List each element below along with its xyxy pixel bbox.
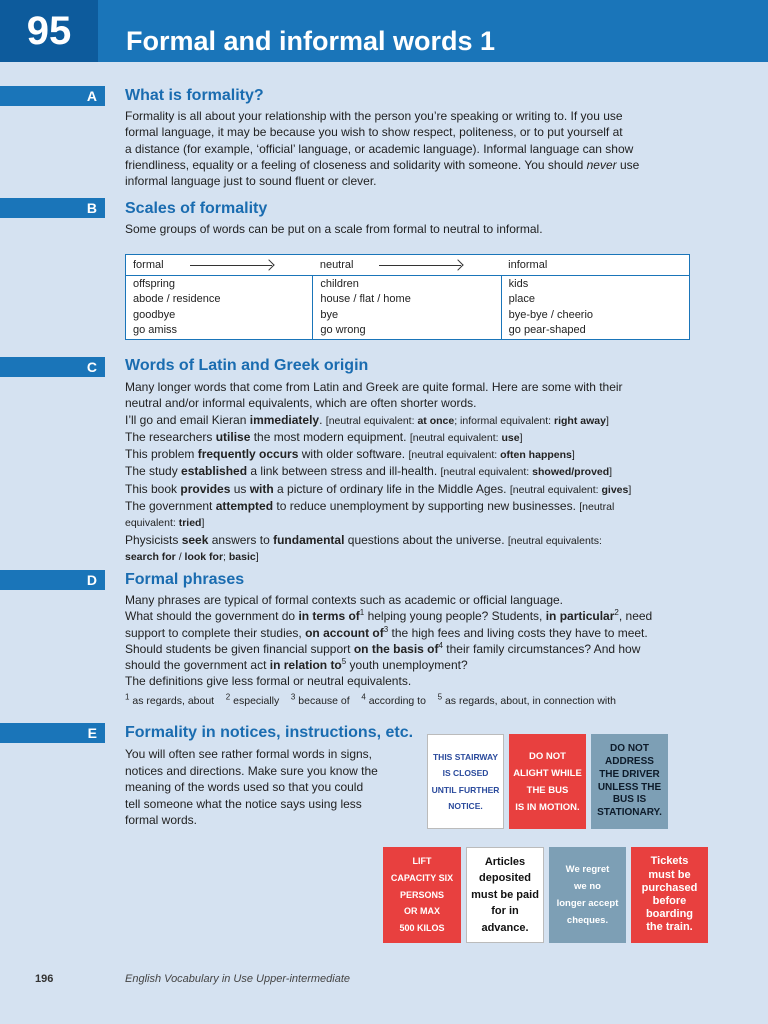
section-b-tab: B [0, 198, 105, 218]
notice-stairway-closed: THIS STAIRWAY IS CLOSED UNTIL FURTHER NOTICE. [427, 734, 504, 829]
unit-header [0, 0, 768, 62]
example-sentence: I’ll go and email Kieran immediately. [neutral equivalent: at once; informal equivalent: right away] [125, 412, 609, 427]
footnotes: $^1$ as regards, about $^2$ especially $^3$ because of $^4$ according to $^5$ as regards, about, in connection with [125, 692, 616, 707]
formality-scale-table [125, 254, 690, 340]
section-d-tab: D [0, 570, 105, 590]
section-b-intro: Some groups of words can be put on a scale from formal to neutral to informal. [125, 222, 543, 236]
header-neutral: neutral [313, 255, 501, 276]
example-sentence: Physicists seek answers to fundamental questions about the universe. [neutral equivalents: [125, 532, 602, 547]
section-b-title: Scales of formality [125, 200, 268, 217]
section-a-title: What is formality? [125, 87, 264, 104]
header-formal: formal [126, 255, 313, 276]
section-d-title: Formal phrases [125, 571, 245, 588]
notice-do-not-address-driver: DO NOT ADDRESS THE DRIVER UNLESS THE BUS IS STATIONARY. [591, 734, 668, 829]
section-e-title: Formality in notices, instructions, etc. [125, 724, 414, 741]
header-informal: informal [501, 255, 689, 276]
informal-column: kids place bye-bye / cheerio go pear-shaped [501, 276, 689, 340]
example-sentence: The study established a link between stress and ill-health. [neutral equivalent: showed/proved] [125, 464, 613, 479]
section-a-tab: A [0, 86, 105, 106]
section-a-body: Formality is all about your relationship with the person you’re speaking or writing to. If you use formal language, it may be because you wish to show respect, politeness, or to put yourself at a distance (for example, ‘official’ language, or academic language). Informal language can show friendliness, equality or a feeling of closeness and solidarity with someone. You should never use informal language just to sound fluent or clever. [125, 109, 640, 189]
section-e-body: You will often see rather formal words in signs, notices and directions. Make sure you know the meaning of the words used so that you could tell someone what the notice says using less formal words. [125, 747, 378, 828]
example-sentence: This book provides us with a picture of ordinary life in the Middle Ages. [neutral equivalent: gives] [125, 481, 632, 496]
unit-title: Formal and informal words 1 [126, 26, 496, 56]
arrow-icon [379, 265, 461, 266]
section-c-body: Many longer words that come from Latin and Greek are quite formal. Here are some with their neutral and/or informal equivalents, which are often shorter words. I’ll go and email Kieran immediately. [neutral equivalent: at once; informal equivalent: right away] The researchers utilise the most modern equipment. [neutral equivalent: use] This problem frequently occurs with older software. [neutral equivalent: often happens] The study established a link between stress and ill-health. [neutral equivalent: showed/proved] This book provides us with a picture of ordinary life in the Middle Ages. [neutral equivalent: gives] The government attempted to reduce unemployment by supporting new businesses. [neutral equivalent: tried] Physicists seek answers to fundamental questions about the universe. [neutral equivalents: search for / look for; basic] [125, 379, 705, 565]
example-sentence: The government attempted to reduce unemployment by supporting new businesses. [neutral [125, 499, 615, 514]
notice-articles-deposited: Articles deposited must be paid for in advance. [466, 847, 544, 943]
notice-do-not-alight: DO NOT ALIGHT WHILE THE BUS IS IN MOTION. [509, 734, 586, 829]
section-e-tab: E [0, 723, 105, 743]
formal-column: offspring abode / residence goodbye go amiss [126, 276, 313, 340]
arrow-icon [190, 265, 272, 266]
example-sentence: The researchers utilise the most modern equipment. [neutral equivalent: use] [125, 429, 523, 444]
page-number: 196 [35, 973, 54, 985]
notice-no-cheques: We regret we no longer accept cheques. [549, 847, 626, 943]
book-title: English Vocabulary in Use Upper-intermediate [125, 973, 351, 985]
neutral-column: children house / flat / home bye go wrong [313, 276, 501, 340]
section-d-body: Many phrases are typical of formal contexts such as academic or official language. What should the government do in terms $of^1$ helping young people? Students, in particular$^2$, need support to complete their studies, on account $of^3$ the high fees and living costs they have to meet. Should students be given financial support on the basis $of^4$ their family circumstances? And how should the government act in relation $to^5$ youth unemployment? The definitions give less formal or neutral equivalents. $^1$ as regards, about $^2$ especially $^3$ because of $^4$ according to $^5$ as regards, about, in connection with [125, 592, 705, 709]
notice-lift-capacity: LIFT CAPACITY SIX PERSONS OR MAX 500 KILOS [383, 847, 461, 943]
example-sentence: This problem frequently occurs with older software. [neutral equivalent: often happens] [125, 447, 575, 462]
section-c-tab: C [0, 357, 105, 377]
section-c-title: Words of Latin and Greek origin [125, 357, 369, 374]
notice-tickets-purchased: Tickets must be purchased before boarding the train. [631, 847, 708, 943]
unit-number: 95 [0, 0, 98, 62]
